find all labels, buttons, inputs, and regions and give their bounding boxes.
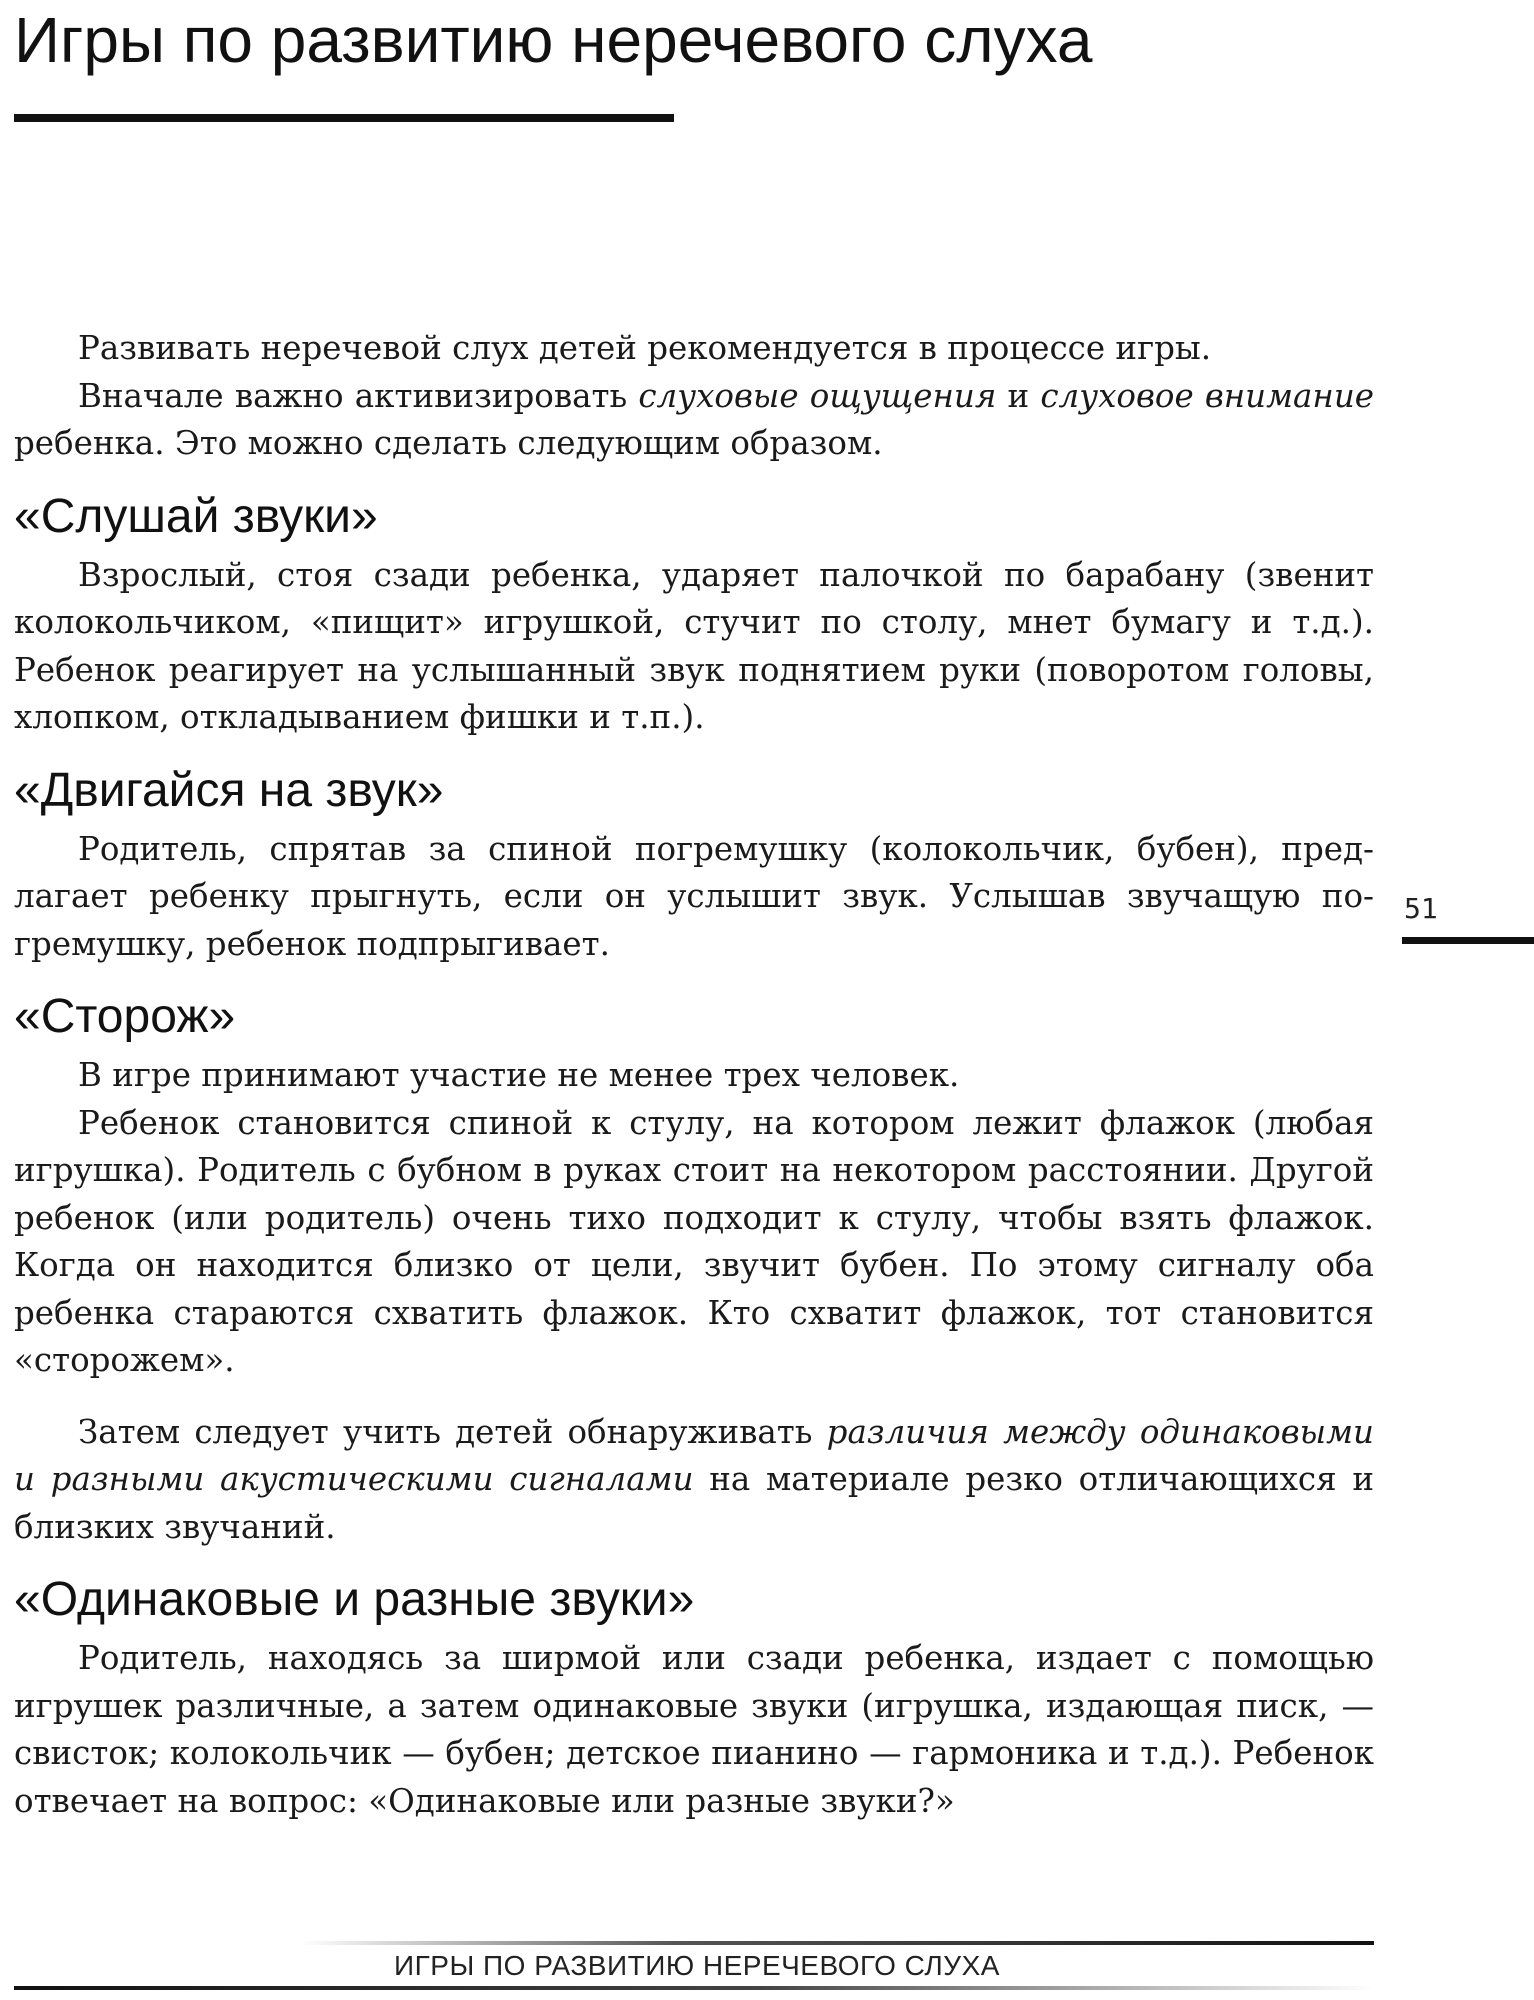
game-title-listen-sounds: «Слушай звуки»	[14, 489, 378, 543]
transition-text-a: Затем следует учить детей обнаруживать	[78, 1412, 827, 1451]
transition-paragraph	[14, 1409, 1374, 1552]
page-title: Игры по развитию неречевого слуха	[14, 4, 1093, 76]
page-number-rule	[1402, 937, 1534, 944]
transition-text-b: на материале резко отличающихся и близких звучаний.	[14, 1460, 1374, 1546]
game-paragraph: Взрослый, стоя сзади ребенка, ударяет палочкой по барабану (звенит колокольчиком, «пищит» игрушкой, стучит по столу, мнет бумагу и т.д.). Ребенок реагирует на услышанный звук поднятием руки (поворотом головы, хлопком, откладыванием фишки и т.п.).	[14, 555, 1374, 736]
page-number: 51	[1404, 892, 1438, 925]
intro-text-b: и	[996, 376, 1041, 415]
game-paragraph: Родитель, спрятав за спиной погремушку (колокольчик, бубен), предлагает ребенку прыгнуть, если он услышит звук. Услышав звучащую погремушку, ребенок подпрыгивает.	[14, 829, 1374, 963]
intro-text-a: Вначале важно активизировать	[78, 376, 639, 415]
intro-emphasis-sensations: слуховые ощущения	[638, 376, 997, 415]
game-paragraph: В игре принимают участие не менее трех человек.	[78, 1056, 960, 1094]
game-title-watchman: «Сторож»	[14, 990, 236, 1043]
article-body	[14, 325, 1374, 1825]
game-paragraph: Родитель, находясь за ширмой или сзади ребенка, издает с помощью игрушек различные, а затем одинаковые звуки (игрушка, издающая писк, — свисток; колокольчик — бубен; детское пианино — гармоника и т.д.). Ребенок отвечает на вопрос: «Одинаковые или разные звуки?»	[14, 1639, 1374, 1820]
footer-rule-bottom	[14, 1986, 1374, 1990]
game-paragraph: Ребенок становится спиной к стулу, на котором лежит флажок (любая игрушка). Родитель с бубном в руках стоит на некотором расстоянии. Другой ребенок (или родитель) очень тихо подходит к стулу, чтобы взять флажок. Когда он находится близко от цели, звучит бубен. По этому сигналу оба ребенка стараются схватить флажок. Кто схватит флажок, тот становится «сторожем».	[14, 1103, 1374, 1379]
title-underline	[14, 114, 674, 122]
game-title-same-different: «Одинаковые и разные звуки»	[14, 1573, 695, 1626]
intro-paragraph-1: Развивать неречевой слух детей рекомендуется в процессе игры.	[78, 329, 1212, 367]
game-title-move-to-sound: «Двигайся на звук»	[14, 763, 444, 817]
transition-emphasis: различия между одинаковыми и разными акустическими сигналами	[14, 1412, 1374, 1498]
intro-text-c: ребенка. Это можно сделать следующим образом.	[14, 424, 883, 462]
intro-emphasis-attention: слуховое внимание	[1040, 376, 1374, 415]
footer-rule-top	[300, 1941, 1374, 1945]
running-footer: ИГРЫ ПО РАЗВИТИЮ НЕРЕЧЕВОГО СЛУХА	[394, 1950, 1000, 1981]
intro-paragraph-2	[14, 373, 1374, 468]
